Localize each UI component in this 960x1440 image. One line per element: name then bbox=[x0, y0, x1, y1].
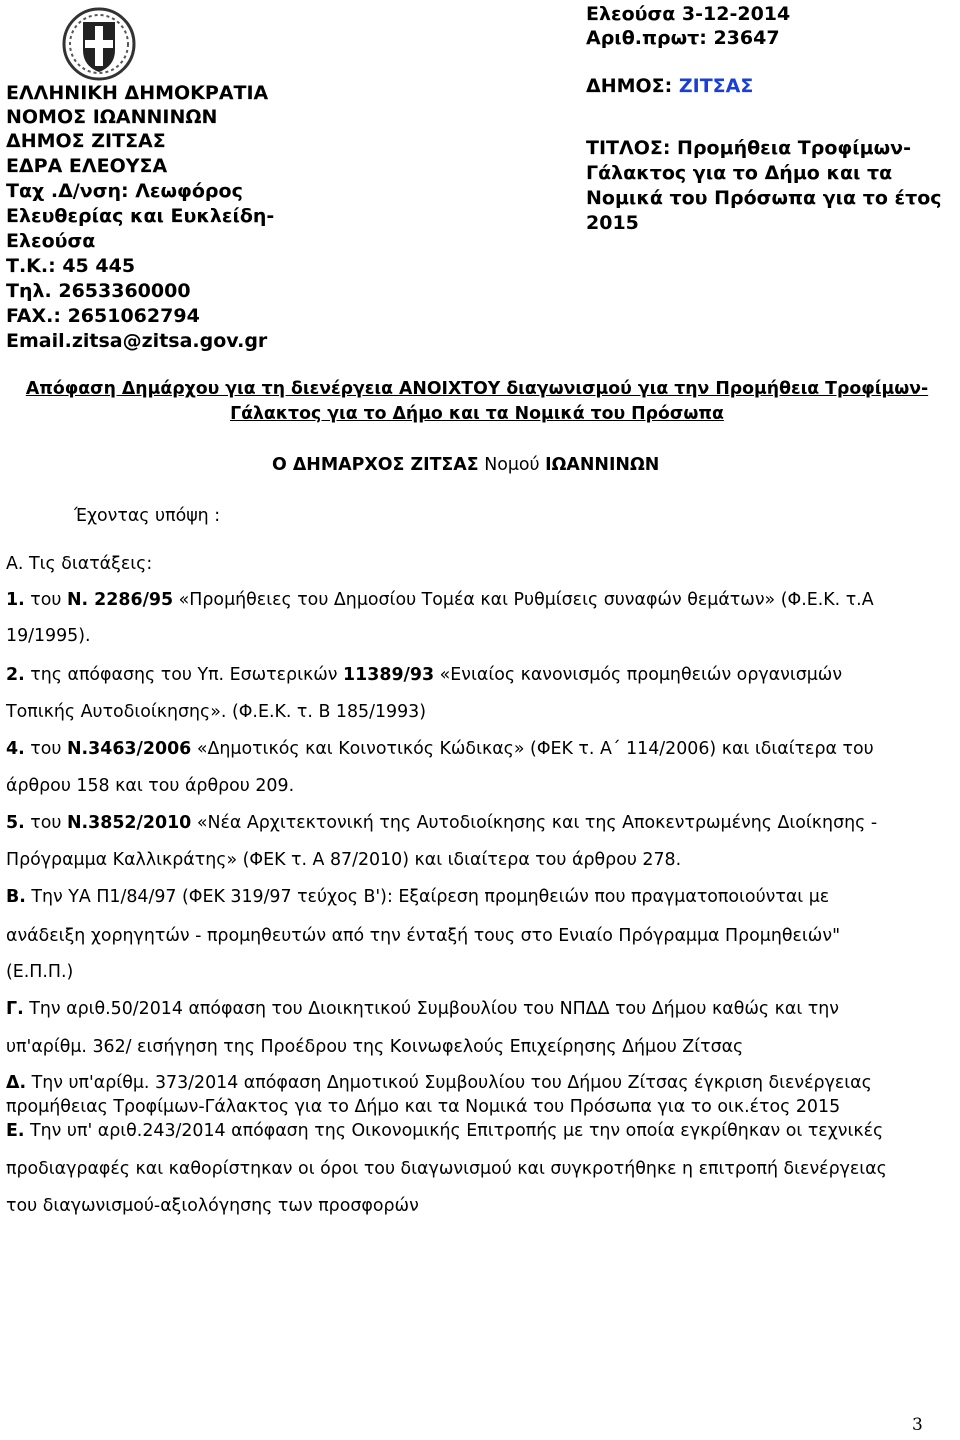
section-label: Α. bbox=[6, 554, 24, 574]
section-d-continuation: προμήθειας Τροφίμων-Γάλακτος για το Δήμο και τα Νομικά του Πρόσωπα για το οικ.έτος 2015 bbox=[6, 1097, 841, 1117]
prefecture-word: Νομού bbox=[484, 455, 540, 475]
item-text: «Νέα Αρχιτεκτονική της Αυτοδιοίκησης και της Αποκεντρωμένης Διοίκησης - bbox=[196, 813, 878, 833]
list-item bbox=[6, 665, 842, 685]
section-e-continuation: του διαγωνισμού-αξιολόγησης των προσφορών bbox=[6, 1196, 419, 1216]
list-item-continuation: άρθρου 158 και του άρθρου 209. bbox=[6, 776, 295, 796]
header-line: ΕΛΛΗΝΙΚΗ ΔΗΜΟΚΡΑΤΙΑ bbox=[6, 82, 269, 104]
header-line: Τ.Κ.: 45 445 bbox=[6, 255, 136, 277]
list-item bbox=[6, 739, 874, 759]
title-line: 2015 bbox=[586, 212, 639, 234]
law-reference: Ν.3852/2010 bbox=[66, 813, 192, 833]
law-reference: Ν.3463/2006 bbox=[66, 739, 192, 759]
decision-title-line: Απόφαση Δημάρχου για τη διενέργεια ΑΝΟΙΧΤΟΥ διαγωνισμού για την Προμήθεια Τροφίμων- bbox=[25, 379, 929, 399]
item-text: «Προμήθειες του Δημοσίου Τομέα και Ρυθμίσεις συναφών θεμάτων» (Φ.Ε.Κ. τ.Α bbox=[178, 590, 874, 610]
municipality-line bbox=[586, 76, 753, 98]
section-label: Ε. bbox=[6, 1121, 25, 1141]
law-reference: Ν. 2286/95 bbox=[66, 590, 174, 610]
section-e bbox=[6, 1121, 883, 1141]
section-text: Την ΥΑ Π1/84/97 (ΦΕΚ 319/97 τεύχος Β'): Εξαίρεση προμηθειών που πραγματοποιούνται με bbox=[31, 887, 830, 907]
section-d bbox=[6, 1073, 872, 1093]
section-label: Γ. bbox=[6, 999, 24, 1019]
header-line: FAX.: 2651062794 bbox=[6, 305, 200, 327]
title-line: Νομικά του Πρόσωπα για το έτος bbox=[586, 187, 942, 209]
section-text: Την υπ' αριθ.243/2014 απόφαση της Οικονομικής Επιτροπής με την οποία εγκρίθηκαν οι τεχνικές bbox=[30, 1121, 884, 1141]
list-item-continuation: Τοπικής Αυτοδιοίκησης». (Φ.Ε.Κ. τ. Β 185/1993) bbox=[6, 702, 427, 722]
title-line: Γάλακτος για το Δήμο και τα bbox=[586, 162, 893, 184]
item-text: του bbox=[30, 590, 62, 610]
section-b-continuation: (Ε.Π.Π.) bbox=[6, 962, 74, 982]
mayor-heading bbox=[272, 455, 659, 475]
greek-coat-of-arms-icon bbox=[61, 6, 137, 82]
document-date: Ελεούσα 3-12-2014 bbox=[586, 3, 791, 25]
mayor-title: Ο ΔΗΜΑΡΧΟΣ ΖΙΤΣΑΣ bbox=[272, 455, 479, 475]
item-number: 1. bbox=[6, 590, 25, 610]
list-item-continuation: Πρόγραμμα Καλλικράτης» (ΦΕΚ τ. Α 87/2010) και ιδιαίτερα του άρθρου 278. bbox=[6, 850, 682, 870]
protocol-number: Αριθ.πρωτ: 23647 bbox=[586, 27, 780, 49]
header-line: ΝΟΜΟΣ ΙΩΑΝΝΙΝΩΝ bbox=[6, 106, 218, 128]
section-label: Δ. bbox=[6, 1073, 27, 1093]
item-text: «Δημοτικός και Κοινοτικός Κώδικας» (ΦΕΚ τ. Α΄ 114/2006) και ιδιαίτερα του bbox=[196, 739, 874, 759]
title-line: ΤΙΤΛΟΣ: Προμήθεια Τροφίμων- bbox=[586, 137, 912, 159]
municipality-value: ΖΙΤΣΑΣ bbox=[678, 75, 754, 97]
header-line: ΔΗΜΟΣ ΖΙΤΣΑΣ bbox=[6, 130, 166, 152]
header-line: Ελεούσα bbox=[6, 230, 96, 252]
section-c-continuation: υπ'αρίθμ. 362/ εισήγηση της Προέδρου της Κοινωφελούς Επιχείρησης Δήμου Ζίτσας bbox=[6, 1037, 744, 1057]
item-text: «Ενιαίος κανονισμός προμηθειών οργανισμών bbox=[439, 665, 843, 685]
municipality-label: ΔΗΜΟΣ: bbox=[586, 75, 673, 97]
decision-title-line: Γάλακτος για το Δήμο και τα Νομικά του Πρόσωπα bbox=[230, 404, 724, 424]
item-number: 4. bbox=[6, 739, 25, 759]
law-reference: 11389/93 bbox=[343, 665, 435, 685]
list-item-continuation: 19/1995). bbox=[6, 626, 91, 646]
list-item bbox=[6, 813, 877, 833]
considering-label: Έχοντας υπόψη : bbox=[74, 506, 221, 526]
coat-of-arms bbox=[61, 6, 137, 82]
prefecture-name: ΙΩΑΝΝΙΝΩΝ bbox=[545, 455, 660, 475]
header-line: Ελευθερίας και Ευκλείδη- bbox=[6, 205, 275, 227]
header-line: Ταχ .Δ/νση: Λεωφόρος bbox=[6, 180, 243, 202]
section-label: Β. bbox=[6, 887, 26, 907]
section-text: Την αριθ.50/2014 απόφαση του Διοικητικού Συμβουλίου του ΝΠΔΔ του Δήμου καθώς και την bbox=[29, 999, 839, 1019]
section-text: Τις διατάξεις: bbox=[28, 554, 153, 574]
header-line: ΕΔΡΑ ΕΛΕΟΥΣΑ bbox=[6, 155, 168, 177]
section-c bbox=[6, 999, 839, 1019]
item-text: του bbox=[30, 813, 62, 833]
item-text: του bbox=[30, 739, 62, 759]
item-number: 2. bbox=[6, 665, 25, 685]
section-text: Την υπ'αρίθμ. 373/2014 απόφαση Δημοτικού Συμβουλίου του Δήμου Ζίτσας έγκριση διενέργειας bbox=[31, 1073, 872, 1093]
list-item bbox=[6, 590, 874, 610]
section-e-continuation: προδιαγραφές και καθορίστηκαν οι όροι του διαγωνισμού και συγκροτήθηκε η επιτροπή διενέργειας bbox=[6, 1159, 887, 1179]
header-line: Email.zitsa@zitsa.gov.gr bbox=[6, 330, 268, 352]
section-b-continuation: ανάδειξη χορηγητών - προμηθευτών από την ένταξή τους στο Ενιαίο Πρόγραμμα Προμηθειών" bbox=[6, 926, 841, 946]
section-a bbox=[6, 554, 152, 574]
section-b bbox=[6, 887, 829, 907]
page-number: 3 bbox=[912, 1415, 923, 1435]
item-number: 5. bbox=[6, 813, 25, 833]
header-line: Τηλ. 2653360000 bbox=[6, 280, 191, 302]
item-text: της απόφασης του Υπ. Εσωτερικών bbox=[30, 665, 338, 685]
